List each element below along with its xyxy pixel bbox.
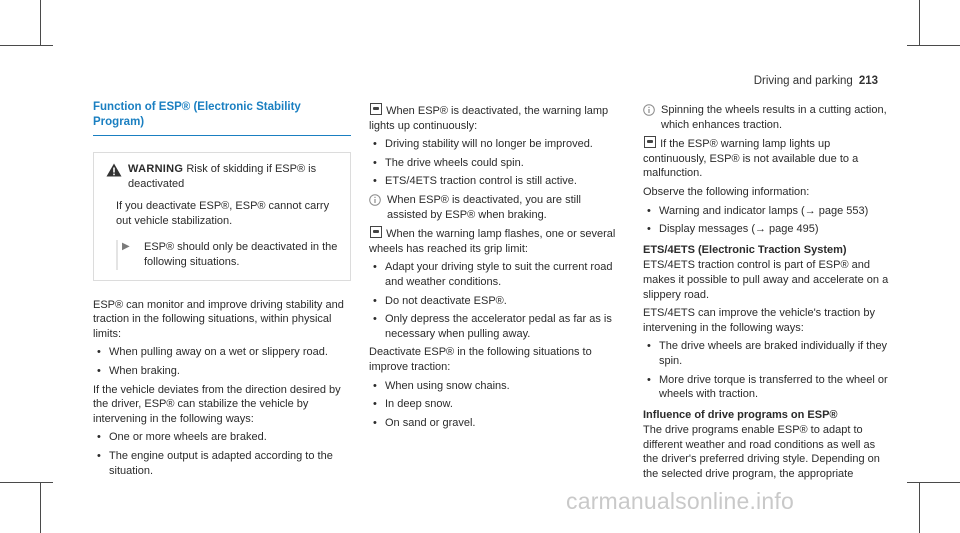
- crop-mark: [40, 482, 41, 533]
- esp-lamp-icon: [644, 136, 656, 148]
- info-note: [643, 103, 891, 132]
- section-heading: Function of ESP® (Electronic Stability Program): [93, 100, 351, 136]
- info-text: When ESP® is deactivated, you are still assisted by ESP® when braking.: [387, 193, 581, 221]
- list-item: • Adapt your driving style to suit the current road and weather conditions.: [369, 260, 619, 289]
- page-header: [754, 74, 878, 89]
- list-item[interactable]: • Warning and indicator lamps (→ page 553): [643, 204, 891, 219]
- note-arrow-icon: ▶: [122, 241, 130, 253]
- list-item: • Driving stability will no longer be improved.: [369, 137, 619, 152]
- paragraph: Deactivate ESP® in the following situations to improve traction:: [369, 346, 592, 373]
- bullet-list: [93, 345, 351, 378]
- list-item: • When braking.: [93, 364, 351, 379]
- bullet-list: [369, 260, 619, 341]
- warning-label: WARNING: [128, 163, 184, 175]
- list-item: • Only depress the accelerator pedal as far as is necessary when pulling away.: [369, 312, 619, 341]
- paragraph: If the vehicle deviates from the direction desired by the driver, ESP® can stabilize the vehicle by intervening in the following ways:: [93, 383, 341, 425]
- paragraph: ETS/4ETS can improve the vehicle's traction by intervening in the following ways:: [643, 307, 875, 334]
- paragraph: Observe the following information:: [643, 185, 810, 198]
- list-item: • More drive torque is transferred to the wheel or wheels with traction.: [643, 373, 891, 402]
- warning-box: [93, 152, 351, 281]
- subheading: ETS/4ETS (Electronic Traction System): [643, 243, 847, 256]
- bullet-list: [643, 204, 891, 237]
- list-item: • One or more wheels are braked.: [93, 430, 351, 445]
- paragraph: The drive programs enable ESP® to adapt to different weather and road conditions as well as the driver's preferred driving style. Depending on the selected drive program, the appropriate: [643, 424, 880, 481]
- paragraph: ETS/4ETS traction control is part of ESP® and makes it possible to pull away and accelerate on a slippery road.: [643, 259, 889, 301]
- warning-note-text: ESP® should only be deactivated in the following situations.: [144, 241, 338, 268]
- crop-mark: [0, 482, 53, 483]
- column-1: [93, 100, 351, 482]
- crop-mark: [40, 0, 41, 46]
- info-text: Spinning the wheels results in a cutting action, which enhances traction.: [661, 104, 887, 131]
- section-title: Driving and parking: [753, 75, 853, 87]
- paragraph: [369, 226, 619, 256]
- list-item: • Do not deactivate ESP®.: [369, 294, 619, 309]
- list-item: • The drive wheels are braked individually if they spin.: [643, 339, 891, 368]
- bullet-list: [369, 137, 619, 189]
- crop-mark: [919, 482, 920, 533]
- warning-triangle-icon: [106, 162, 128, 191]
- crop-mark: [0, 45, 53, 46]
- info-note: [369, 193, 619, 222]
- watermark: carmanualsonline.info: [566, 488, 794, 514]
- paragraph-text: When ESP® is deactivated, the warning lamp lights up continuously:: [369, 105, 609, 132]
- list-item: • In deep snow.: [369, 397, 619, 412]
- subheading: Influence of drive programs on ESP®: [643, 408, 838, 421]
- bullet-list: [369, 379, 619, 431]
- list-item: • The drive wheels could spin.: [369, 156, 619, 171]
- column-3: [643, 103, 891, 486]
- paragraph-text: When the warning lamp flashes, one or several wheels has reached its grip limit:: [369, 228, 616, 255]
- list-item: • The engine output is adapted according to the situation.: [93, 449, 351, 478]
- column-2: [369, 103, 619, 434]
- warning-note: [116, 240, 340, 269]
- paragraph: ESP® can monitor and improve driving stability and traction in the following situations, within physical limits:: [93, 298, 344, 340]
- list-item: • On sand or gravel.: [369, 416, 619, 431]
- paragraph-text: If the ESP® warning lamp lights up continuously, ESP® is not available due to a malfunction.: [643, 138, 859, 180]
- list-item[interactable]: • Display messages (→ page 495): [643, 222, 891, 237]
- paragraph: [369, 103, 619, 133]
- list-item: • When using snow chains.: [369, 379, 619, 394]
- list-item: • When pulling away on a wet or slippery road.: [93, 345, 351, 360]
- warning-text: Risk of skidding if ESP® is deactivated: [128, 163, 317, 190]
- crop-mark: [907, 482, 960, 483]
- page-number: 213: [858, 75, 878, 87]
- esp-lamp-icon: [370, 226, 382, 238]
- crop-mark: [907, 45, 960, 46]
- paragraph: [643, 136, 891, 181]
- bullet-list: [93, 430, 351, 478]
- esp-off-lamp-icon: [370, 103, 382, 115]
- warning-paragraph: If you deactivate ESP®, ESP® cannot carry out vehicle stabilization.: [116, 200, 330, 227]
- crop-mark: [919, 0, 920, 46]
- info-icon: [643, 103, 661, 132]
- list-item: • ETS/4ETS traction control is still active.: [369, 174, 619, 189]
- bullet-list: [643, 339, 891, 401]
- info-icon: [369, 193, 387, 222]
